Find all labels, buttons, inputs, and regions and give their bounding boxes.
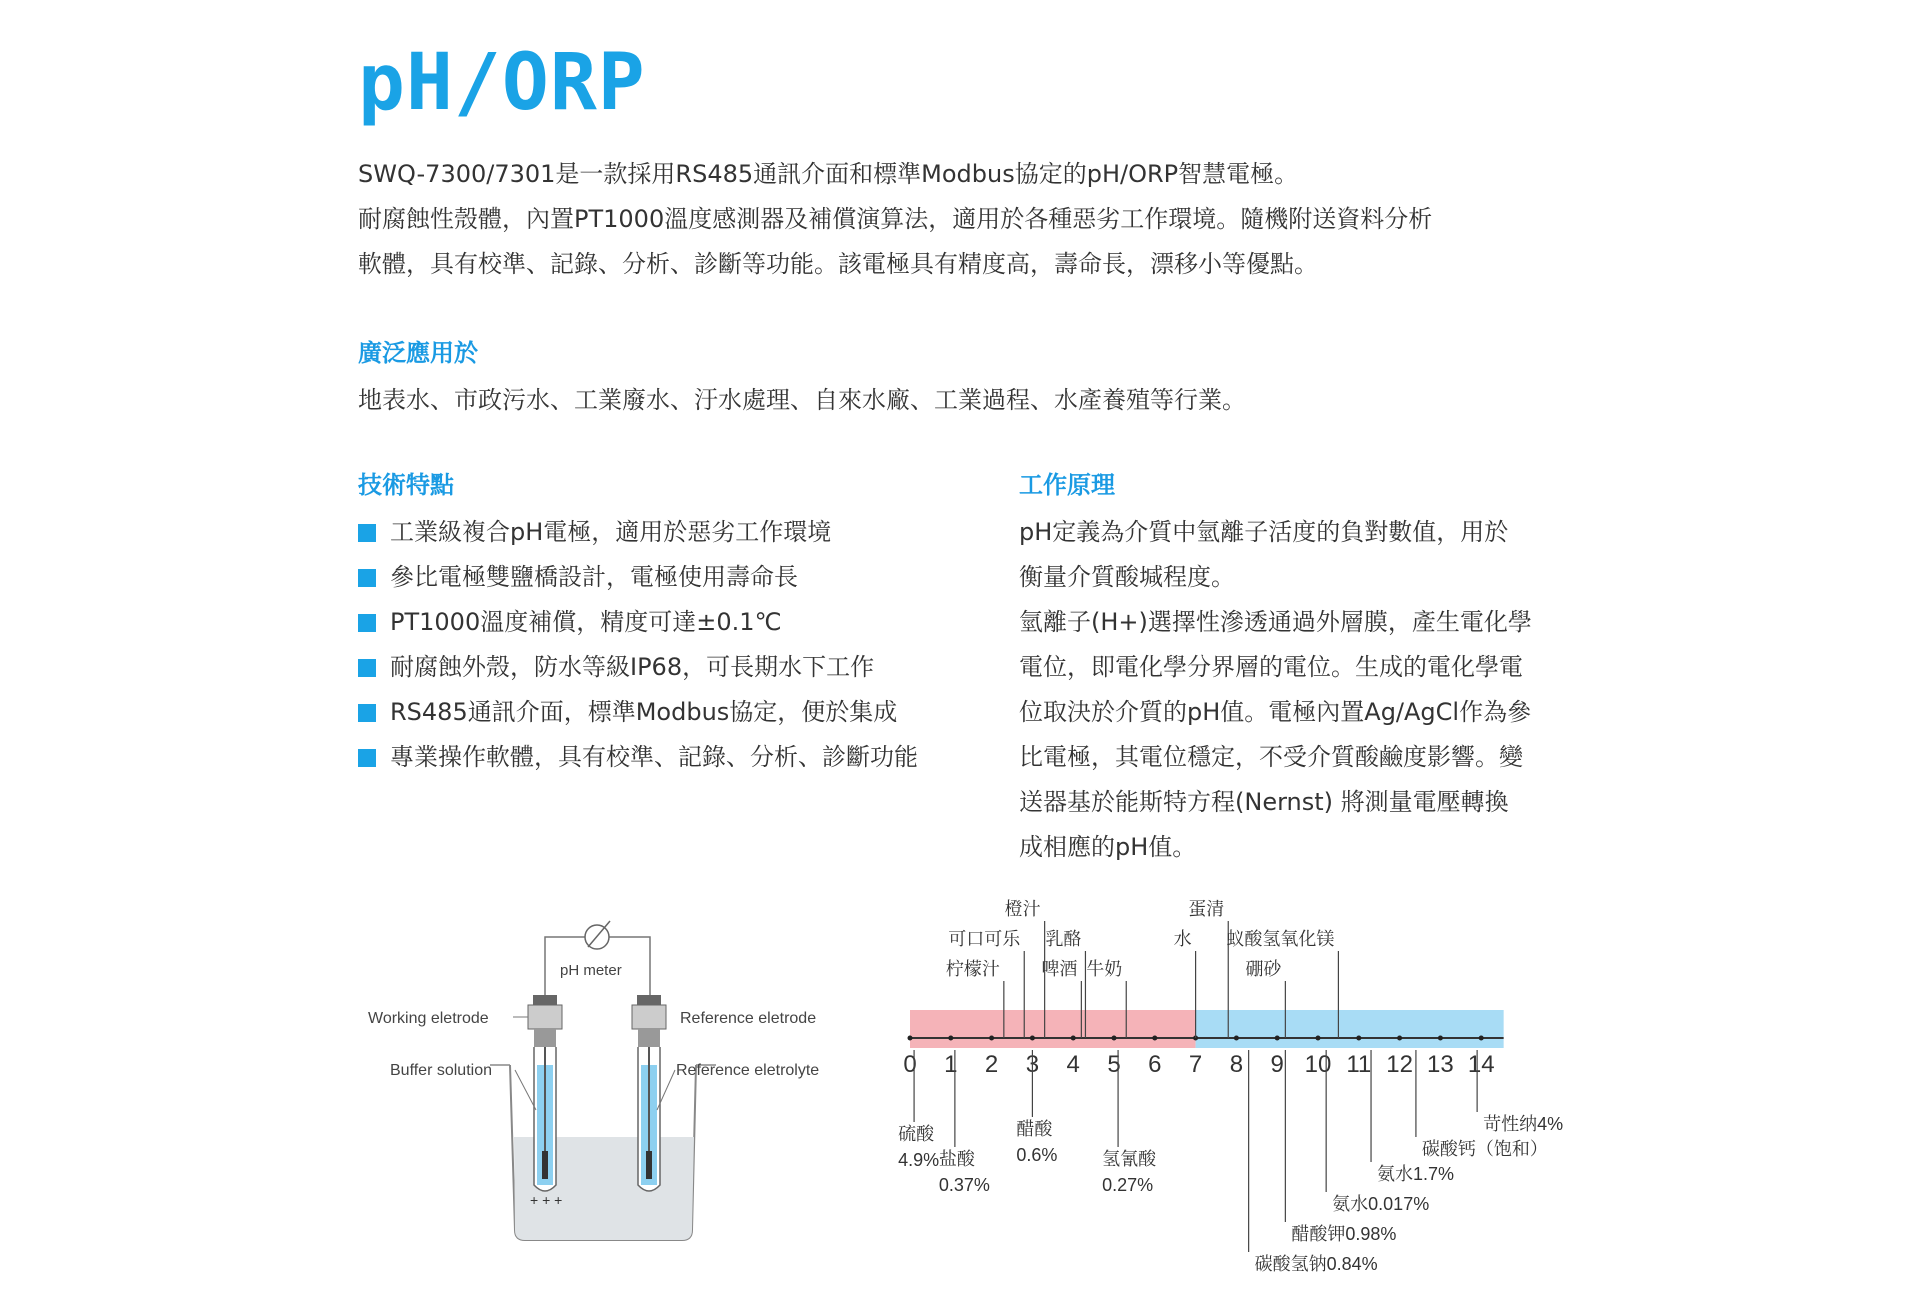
ph-tick-dot xyxy=(1234,1036,1239,1041)
ph-tick-dot xyxy=(1438,1036,1443,1041)
feature-text: PT1000溫度補償，精度可達±0.1℃ xyxy=(390,608,782,636)
reference-electrode-cap xyxy=(637,995,661,1005)
intro-line: SWQ-7300/7301是一款採用RS485通訊介面和標準Modbus協定的pH/ORP智慧電極。 xyxy=(358,160,1299,188)
page-title: pH/ORP xyxy=(358,38,646,128)
above-annotation-label: 硼砂 xyxy=(1245,959,1282,979)
above-annotation-label: 柠檬汁 xyxy=(945,959,1000,979)
feature-item xyxy=(358,645,918,690)
feature-text: RS485通訊介面，標準Modbus協定，便於集成 xyxy=(390,698,898,726)
above-annotation-label: 可口可乐 xyxy=(948,929,1021,949)
feature-item xyxy=(358,555,918,600)
ph-meter-label: pH meter xyxy=(560,962,622,979)
feature-item xyxy=(358,600,918,645)
below-annotation-label: 氨水1.7% xyxy=(1377,1164,1455,1184)
ph-tick-dot xyxy=(1397,1036,1402,1041)
buffer-solution-label: Buffer solution xyxy=(390,1062,492,1079)
below-annotation-value: 0.6% xyxy=(1016,1145,1058,1165)
working-electrode-neck xyxy=(534,1029,556,1047)
ph-tick-label: 2 xyxy=(984,1051,999,1078)
below-annotation-label: 醋酸 xyxy=(1016,1119,1053,1139)
ph-tick-dot xyxy=(989,1036,994,1041)
above-annotation-label: 蛋清 xyxy=(1188,899,1225,919)
ph-tick-dot xyxy=(908,1036,913,1041)
feature-item xyxy=(358,690,918,735)
bullet-square-icon xyxy=(358,749,376,767)
below-annotation-value: 0.37% xyxy=(938,1175,990,1195)
ph-tick-dot xyxy=(948,1036,953,1041)
above-annotation-label: 橙汁 xyxy=(1004,899,1041,919)
principle-line: 送器基於能斯特方程(Nernst) 將測量電壓轉換 xyxy=(1019,788,1509,816)
above-annotation-label: 乳酪 xyxy=(1045,929,1082,949)
principle-line: pH定義為介質中氫離子活度的負對數值，用於 xyxy=(1019,518,1509,546)
above-annotation-label: 牛奶 xyxy=(1086,959,1123,979)
feature-text: 參比電極雙鹽橋設計，電極使用壽命長 xyxy=(390,563,798,591)
below-annotation-label: 氢氰酸 xyxy=(1102,1149,1157,1169)
working-electrode-head xyxy=(528,1005,562,1029)
working-electrode-cap xyxy=(533,995,557,1005)
ph-scale-diagram xyxy=(880,895,1600,1285)
electrode-diagram xyxy=(360,915,860,1245)
reference-electrode-head xyxy=(632,1005,666,1029)
below-annotations xyxy=(898,1050,1563,1274)
principle-line: 衡量介質酸堿程度。 xyxy=(1019,563,1235,591)
features-list xyxy=(358,510,918,780)
ph-tick-dot xyxy=(1030,1036,1035,1041)
ph-tick-label: 0 xyxy=(903,1051,917,1078)
ph-tick-label: 3 xyxy=(1025,1051,1040,1078)
ph-tick-label: 14 xyxy=(1467,1051,1495,1078)
ph-tick-label: 8 xyxy=(1229,1051,1244,1078)
ph-tick-dot xyxy=(1071,1036,1076,1041)
principle-line: 氫離子(H+)選擇性滲透通過外層膜，產生電化學 xyxy=(1019,608,1532,636)
feature-item xyxy=(358,735,918,780)
principle-line: 比電極，其電位穩定，不受介質酸鹼度影響。變 xyxy=(1019,743,1523,771)
reference-electrode-tip xyxy=(646,1151,652,1179)
ph-tick-label: 7 xyxy=(1188,1051,1203,1078)
reference-electrode-neck xyxy=(638,1029,660,1047)
principle-text xyxy=(1019,510,1579,870)
applications-line: 地表水、市政污水、工業廢水、汙水處理、自來水廠、工業過程、水產養殖等行業。 xyxy=(358,386,1246,414)
below-annotation-value: 0.27% xyxy=(1102,1175,1154,1195)
applications-heading: 廣泛應用於 xyxy=(358,339,478,367)
applications-text xyxy=(358,378,1598,423)
working-electrode-label: Working eletrode xyxy=(368,1010,489,1027)
ph-tick-label: 9 xyxy=(1270,1051,1284,1078)
ph-tick-dot xyxy=(1112,1036,1117,1041)
ph-tick-label: 11 xyxy=(1346,1051,1372,1078)
below-annotation-label: 醋酸钾0.98% xyxy=(1291,1224,1397,1244)
principle-line: 電位，即電化學分界層的電位。生成的電化學電 xyxy=(1019,653,1523,681)
feature-text: 工業級複合pH電極，適用於惡劣工作環境 xyxy=(390,518,832,546)
ph-tick-label: 4 xyxy=(1066,1051,1080,1078)
feature-item xyxy=(358,510,918,555)
bullet-square-icon xyxy=(358,614,376,632)
ph-tick-dot xyxy=(1356,1036,1361,1041)
below-annotation-label: 氨水0.017% xyxy=(1332,1194,1430,1214)
intro-line: 軟體，具有校準、記錄、分析、診斷等功能。該電極具有精度高，壽命長，漂移小等優點。 xyxy=(358,250,1318,278)
principle-line: 位取決於介質的pH值。電極內置Ag/AgCl作為參 xyxy=(1019,698,1532,726)
principle-heading: 工作原理 xyxy=(1019,471,1115,499)
plus-ions-label: + + + xyxy=(530,1192,563,1208)
above-annotation-label: 啤酒 xyxy=(1041,959,1078,979)
below-annotation-label: 碳酸钙（饱和） xyxy=(1421,1139,1548,1159)
below-annotation-label: 盐酸 xyxy=(938,1149,975,1169)
feature-text: 耐腐蝕外殼，防水等級IP68，可長期水下工作 xyxy=(390,653,875,681)
bullet-square-icon xyxy=(358,704,376,722)
features-heading: 技術特點 xyxy=(358,471,454,499)
reference-electrode-label: Reference eletrode xyxy=(680,1010,817,1027)
ph-tick-label: 1 xyxy=(944,1051,958,1078)
base-region xyxy=(1196,1010,1504,1048)
below-annotation-label: 硫酸 xyxy=(898,1124,935,1144)
acid-region xyxy=(910,1010,1196,1048)
ph-tick-label: 13 xyxy=(1427,1051,1454,1078)
bullet-square-icon xyxy=(358,569,376,587)
below-annotation-label: 碳酸氢钠0.84% xyxy=(1254,1254,1378,1274)
ph-tick-dot xyxy=(1275,1036,1280,1041)
buffer-solution-leader xyxy=(515,1070,536,1110)
ph-tick-label: 10 xyxy=(1304,1051,1332,1078)
above-annotation-label: 水 xyxy=(1173,929,1192,949)
principle-line: 成相應的pH值。 xyxy=(1019,833,1197,861)
bullet-square-icon xyxy=(358,524,376,542)
ph-tick-dot xyxy=(1316,1036,1321,1041)
ph-tick-label: 12 xyxy=(1386,1051,1413,1078)
feature-text: 專業操作軟體，具有校準、記錄、分析、診斷功能 xyxy=(390,743,918,771)
above-annotation-label: 蚁酸氢氧化镁 xyxy=(1226,929,1335,949)
ph-tick-label: 6 xyxy=(1148,1051,1162,1078)
bullet-square-icon xyxy=(358,659,376,677)
ph-tick-dot xyxy=(1479,1036,1484,1041)
ph-tick-dot xyxy=(1152,1036,1157,1041)
below-annotation-label: 苛性纳4% xyxy=(1483,1114,1564,1134)
intro-paragraph xyxy=(358,152,1598,287)
working-electrode-tip xyxy=(542,1151,548,1179)
reference-electrolyte-label: Reference eletrolyte xyxy=(676,1062,820,1079)
below-annotation-value: 4.9% xyxy=(898,1150,940,1170)
intro-line: 耐腐蝕性殼體，內置PT1000溫度感測器及補償演算法，適用於各種惡劣工作環境。隨機附送資料分析 xyxy=(358,205,1433,233)
ph-tick-label: 5 xyxy=(1107,1051,1121,1078)
